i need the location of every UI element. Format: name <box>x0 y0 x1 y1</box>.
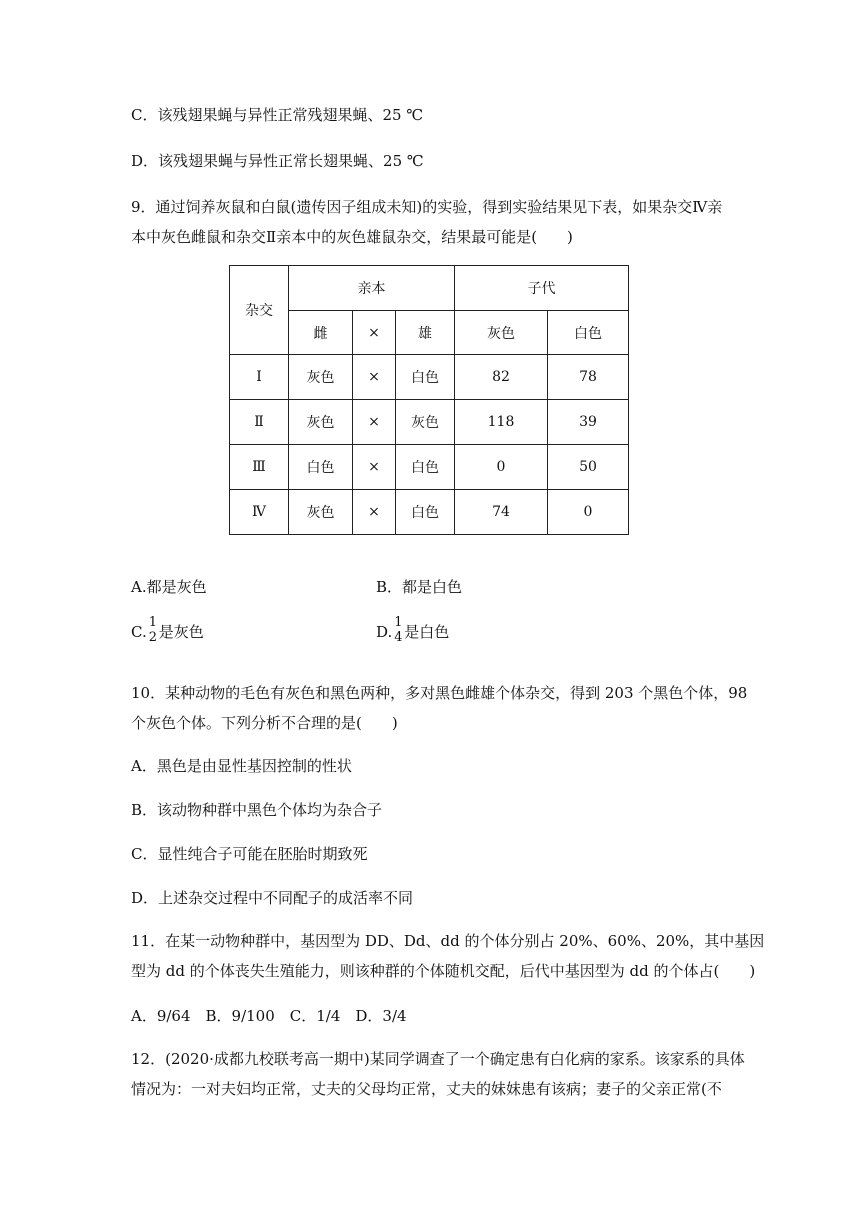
cell-male: 灰色 <box>396 400 455 445</box>
cell-gray: 0 <box>455 445 548 490</box>
q11-options: A．9/64 B．9/100 C．1/4 D．3/4 <box>131 1007 407 1025</box>
denominator: 2 <box>148 630 157 645</box>
cell-female: 白色 <box>289 445 353 490</box>
cell-white: 78 <box>548 355 629 400</box>
cell-male: 白色 <box>396 490 455 535</box>
q9-stem-line2: 本中灰色雌鼠和杂交Ⅱ亲本中的灰色雄鼠杂交，结果最可能是( ) <box>131 228 573 246</box>
numerator: 1 <box>394 615 403 630</box>
cell-white: 0 <box>548 490 629 535</box>
option-c-prefix: C. <box>131 623 147 641</box>
subheader-white: 白色 <box>548 311 629 355</box>
option-d-prefix: D. <box>376 623 393 641</box>
cell-x: × <box>353 400 396 445</box>
q10-stem-line1: 10．某种动物的毛色有灰色和黑色两种，多对黑色雌雄个体杂交，得到 203 个黑色个体，98 <box>131 684 748 702</box>
q10-option-a: A．黑色是由显性基因控制的性状 <box>131 757 352 775</box>
denominator: 4 <box>394 630 403 645</box>
q9-option-c <box>131 615 204 648</box>
q8-option-c: C．该残翅果蝇与异性正常残翅果蝇、25 ℃ <box>131 106 424 124</box>
cell-white: 39 <box>548 400 629 445</box>
subheader-gray: 灰色 <box>455 311 548 355</box>
q9-option-d <box>376 615 450 648</box>
option-d-text: 是白色 <box>404 623 450 641</box>
q12-stem-line1: 12．(2020·成都九校联考高一期中)某同学调查了一个确定患有白化病的家系。该家系的具体 <box>131 1050 745 1068</box>
table-row <box>230 445 629 490</box>
subheader-male: 雄 <box>396 311 455 355</box>
q11-stem-line2: 型为 dd 的个体丧失生殖能力，则该种群的个体随机交配，后代中基因型为 dd 的个体占( ) <box>131 962 756 980</box>
fraction-one-half <box>148 615 158 648</box>
table-row <box>230 355 629 400</box>
table-row <box>230 490 629 535</box>
cell-cross: Ⅳ <box>230 490 289 535</box>
header-cross: 杂交 <box>230 266 289 355</box>
cell-cross: Ⅱ <box>230 400 289 445</box>
header-offspring: 子代 <box>455 266 629 311</box>
cell-male: 白色 <box>396 445 455 490</box>
q9-stem-line1: 9．通过饲养灰鼠和白鼠(遗传因子组成未知)的实验，得到实验结果见下表，如果杂交Ⅳ亲 <box>131 198 723 216</box>
header-parents: 亲本 <box>289 266 455 311</box>
q11-stem-line1: 11．在某一动物种群中，基因型为 DD、Dd、dd 的个体分别占 20%、60%、20%，其中基因 <box>131 932 765 950</box>
cell-cross: Ⅲ <box>230 445 289 490</box>
cell-cross: Ⅰ <box>230 355 289 400</box>
q8-option-d: D．该残翅果蝇与异性正常长翅果蝇、25 ℃ <box>131 152 424 170</box>
cell-female: 灰色 <box>289 400 353 445</box>
cross-experiment-table <box>229 265 629 535</box>
cell-x: × <box>353 355 396 400</box>
subheader-female: 雌 <box>289 311 353 355</box>
q10-stem-line2: 个灰色个体。下列分析不合理的是( ) <box>131 714 398 732</box>
q10-option-d: D．上述杂交过程中不同配子的成活率不同 <box>131 889 414 907</box>
cell-female: 灰色 <box>289 490 353 535</box>
q10-option-b: B．该动物种群中黑色个体均为杂合子 <box>131 801 383 819</box>
cell-x: × <box>353 490 396 535</box>
table-row <box>230 400 629 445</box>
q9-option-a: A.都是灰色 <box>131 578 207 596</box>
numerator: 1 <box>148 615 157 630</box>
option-c-text: 是灰色 <box>158 623 204 641</box>
cell-x: × <box>353 445 396 490</box>
cell-female: 灰色 <box>289 355 353 400</box>
cell-white: 50 <box>548 445 629 490</box>
cell-gray: 82 <box>455 355 548 400</box>
fraction-one-quarter <box>393 615 403 648</box>
q10-option-c: C．显性纯合子可能在胚胎时期致死 <box>131 845 368 863</box>
q12-stem-line2: 情况为：一对夫妇均正常，丈夫的父母均正常，丈夫的妹妹患有该病；妻子的父亲正常(不 <box>131 1080 722 1098</box>
cell-gray: 74 <box>455 490 548 535</box>
cell-male: 白色 <box>396 355 455 400</box>
q9-option-b: B．都是白色 <box>376 578 463 596</box>
subheader-cross-symbol: × <box>353 311 396 355</box>
cell-gray: 118 <box>455 400 548 445</box>
